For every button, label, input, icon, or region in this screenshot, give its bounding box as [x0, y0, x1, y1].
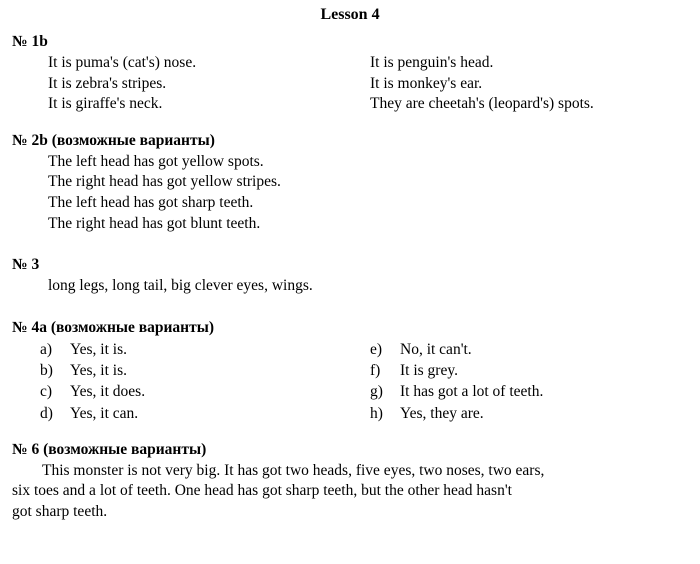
list-item — [40, 339, 370, 360]
list-item-key: e) — [370, 340, 383, 358]
spacer — [0, 234, 700, 256]
section-heading-6: № 6 (возможные варианты) — [12, 440, 207, 458]
list-item-key: f) — [370, 362, 381, 380]
text-line: six toes and a lot of teeth. One head has got sharp teeth, but the other head hasn't — [12, 482, 512, 500]
text-line: The left head has got yellow spots. — [48, 152, 264, 170]
spacer — [0, 424, 700, 441]
list-item — [370, 339, 700, 360]
list-item-text: Yes, it is. — [70, 362, 128, 380]
list-item — [40, 360, 370, 381]
section-heading-4a: № 4a (возможные варианты) — [12, 318, 214, 336]
section-1b-right-column — [370, 53, 690, 115]
list-item — [370, 381, 700, 402]
list-item-text: Yes, it can. — [70, 404, 139, 422]
text-line — [12, 461, 692, 482]
list-item-key: d) — [40, 404, 53, 422]
text-line: They are cheetah's (leopard's) spots. — [370, 95, 594, 113]
list-item-key: g) — [370, 383, 383, 401]
list-item-text: Yes, they are. — [400, 404, 484, 422]
list-item — [370, 403, 700, 424]
spacer — [0, 115, 700, 132]
section-4a-left-column — [40, 339, 370, 424]
section-1b-columns — [48, 53, 690, 115]
text-line: The right head has got yellow stripes. — [48, 173, 281, 191]
list-item-text: It is grey. — [400, 362, 458, 380]
section-1b-left-column — [48, 53, 370, 115]
section-heading-1b: № 1b — [12, 33, 48, 50]
list-item-key: c) — [40, 383, 53, 401]
text-line-content: This monster is not very big. It has got two heads, five eyes, two noses, two ears, — [42, 461, 545, 479]
text-line: It is giraffe's neck. — [48, 95, 163, 113]
page-title: Lesson 4 — [320, 6, 380, 23]
text-line: It is puma's (cat's) nose. — [48, 54, 197, 71]
list-item-text: No, it can't. — [400, 340, 472, 358]
text-line: It is monkey's ear. — [370, 74, 483, 92]
section-4a-right-column — [370, 339, 700, 424]
spacer — [0, 297, 700, 319]
section-heading-2b: № 2b (возможные варианты) — [12, 131, 215, 149]
list-item — [40, 403, 370, 424]
text-line: It is zebra's stripes. — [48, 74, 167, 92]
list-item-key: b) — [40, 362, 53, 380]
section-6-paragraph — [12, 461, 692, 523]
section-2b-lines — [48, 152, 700, 234]
list-item — [370, 360, 700, 381]
list-item-text: Yes, it is. — [70, 340, 128, 358]
text-line: long legs, long tail, big clever eyes, wings. — [48, 277, 313, 295]
list-item-text: Yes, it does. — [70, 383, 146, 401]
list-item-key: a) — [40, 340, 53, 358]
section-heading-3: № 3 — [12, 256, 40, 274]
document-page — [0, 6, 700, 564]
list-item — [40, 381, 370, 402]
list-item-key: h) — [370, 404, 383, 422]
text-line: got sharp teeth. — [12, 503, 108, 521]
text-line: The left head has got sharp teeth. — [48, 194, 254, 212]
text-line: It is penguin's head. — [370, 54, 494, 71]
section-3-lines — [48, 276, 700, 297]
text-line: The right head has got blunt teeth. — [48, 214, 261, 232]
list-item-text: It has got a lot of teeth. — [400, 383, 544, 401]
section-4a-answer-grid — [40, 339, 700, 424]
